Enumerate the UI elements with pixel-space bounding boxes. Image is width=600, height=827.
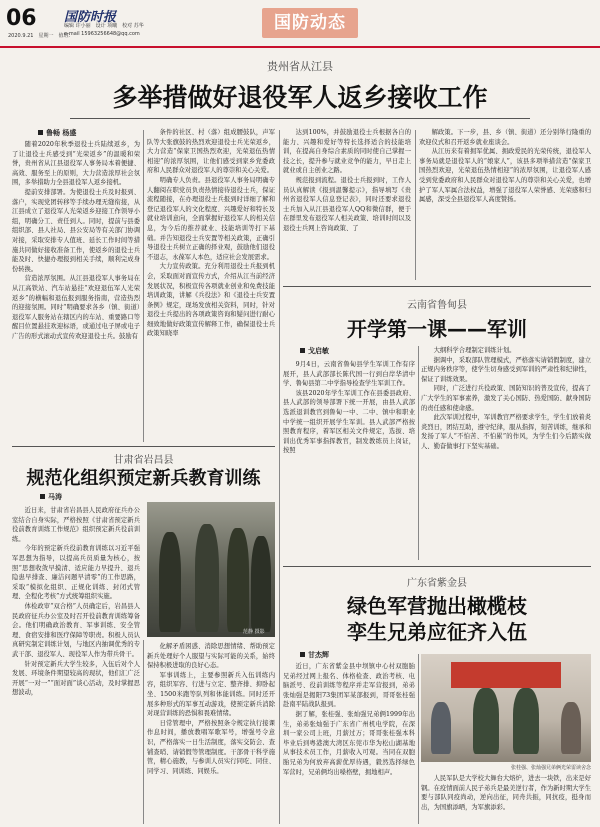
person-figure — [561, 702, 581, 754]
paragraph: 日常管理中，严格按照条令规定执行接课作息时间，播放教唱军歌军号，增强号令意识，严格落实一日生活制度，落实交防会、查铺查哨、请销假等管理制度。干部骨干科学施管，精心施教，与参训人员实行同吃、同住、同学习、同训练、同娱乐。 — [147, 719, 275, 775]
article1-byline-text: 鲁畅 杨盛 — [46, 129, 77, 137]
article2-kicker: 云南省鲁甸县 — [407, 300, 467, 311]
article2-col2 — [421, 346, 591, 560]
paragraph: 从江历来有着拥军优属、拥政爱民的光荣传统，退役军人事务局就是退役军人的“娘家人”，该县多项举措营造“保家卫国热烈欢迎，光荣退伍热情相迎”的浓厚氛围，让退役军人感受到党委政府和人民群众对退役军人的尊崇和关心关爱，也增护了军人军属合法权益，增强了退役军人荣誉感、光荣感和归属感，深受全县退役军人高度赞扬。 — [419, 148, 591, 204]
article1-title-rule — [70, 118, 530, 119]
article3-photo — [147, 502, 275, 637]
paragraph: 明确专人负责。县退役军人事务局明确专人翻阅在职党员负责热情接待退役士兵，保证流程随接，在办理退役士兵报到时详细了解和登记退役军人的文化程度、兴趣爱好和特长及就业培训意向，全面掌握好退役军人的相关信息，为今后的推荐就业、技能培训等打下基础。并告知退役士兵安置等相关政策，正确引导退役士兵树立正确的择业观，鼓励他们退役不退志，永葆军人本色，适应社会发展需求。 — [147, 176, 275, 261]
paragraph: 该县2020年学生军训工作在县委县政府、县人武部的领导部署下统一开展，由县人武部选派退训教官到鲁甸一中、二中、镇中和职业中学统一组织开展学生军训。县人武部严格按照教育程序，着军区相关文件规定，选拔、培训出优秀军事指挥教官，制发教练员上岗证，按照 — [283, 389, 415, 455]
paragraph: 达到100%，并鼓励退役士兵根据各自的能力、兴趣和爱好等特长选择适合的技能培训，在提高自身综合素质的同时使自己掌握一技之长，提升参与就业竞争的能力，早日走上就业或自主创业之路。 — [283, 129, 411, 175]
article4-title-line2: 孪生兄弟应征齐入伍 — [347, 620, 527, 644]
paragraph: 据了解，张桂强、张灿强兄弟俩1999年出生，弟弟张灿强于广东省广州机电学院，在深圳一家公司上班，月薪过万；哥哥张桂强本科毕业后到粤港澳大湾区东莞市华为松山湖基地从事技术员工作，月薪收入可观。当同在双胞胎兄弟为何放弃高薪优厚待遇，毅然选择绿色军营时，兄弟俩均出嗓格壁，拥地相声。 — [283, 710, 415, 776]
soldier-figure — [513, 688, 539, 754]
paragraph: 军事训练上，主要参照新兵入伍训练内容，组织军容、行进与立定、整齐排、抑卧起坐、1500米跑等队列和体能训练。同时还开展多种形式的军事互动游戏，使预定新兵消除对现营训练的恐惧和畏难情绪。 — [147, 671, 275, 718]
soldier-figure — [159, 532, 181, 632]
article3-col1 — [12, 506, 140, 824]
paragraph: 近日来，甘肃省岩昌县人民政府征兵办公室结合自身实际，严格按照《甘肃省预定新兵役前教育训练工作规范》组织预定新兵役前训练。 — [12, 507, 140, 543]
paragraph: 9月4日，云南省鲁甸县学生军训工作有序展开，县人武部部长陈代国一行到白岸华清中学、鲁甸县第二中学指导检查学生军训工作。 — [283, 361, 415, 388]
paragraph: 营造浓厚氛围。从江县退役军人事务局在从江高铁站、汽车站悬挂“欢迎退伍军人光荣返乡”的横幅和退伍报到服务指南，营造热烈的迎接氛围。同时“明确要求各乡（镇、街道）退役军人服务站在辖区内的车站、重要路口等醒目位置悬挂欢迎标语，或通过电子屏或电子广告的形式滚动式宣传欢迎退役士兵。鼓励有 — [12, 275, 140, 340]
article3-photo-caption: 范静 摄影 — [243, 629, 265, 635]
soldier-figure — [473, 688, 499, 754]
article4-photo — [421, 654, 591, 762]
issue-date: 2020.9.21 星期一 值班： — [8, 33, 74, 39]
column-divider — [279, 130, 280, 824]
paragraph: 大力宣传政策。充分利用退役士兵报到机会，采取面对面宣传方式，介绍从江当前经济发展状况，积极宣传各项就业创业和免费技能培训政策，讲解《兵役法》和《退役士兵安置条例》规定，现场发放相关资料，同时，针对退役士兵提出的各项政策咨询和疑问进行耐心细致地做好政策宣传解释工作，确保退役士兵政策知晓率 — [147, 263, 275, 338]
article2-byline — [300, 346, 329, 356]
paragraph: 规范报到流程。退役士兵报到时，工作人员认真解读《报到温馨提示》，指导填写《贵州省退役军人信息登记表》，同时还要求退役士兵加入从江县退役军人QQ和微信群，便于在群里发布退役军人相关政策、培训时间以及退役士兵网上咨询政策、了 — [283, 176, 411, 232]
paragraph: 条件的社区、村（落）组成腰鼓队，声军队等大张旗鼓的热烈欢迎退役士兵光荣返乡，大力营造“保家卫国热烈欢迎，光荣退伍热情相迎”的浓厚氛围，让他们感受到家乡党委政府和人民群众对退役军人的尊崇和关心关爱。 — [147, 129, 275, 175]
article3-col2 — [147, 642, 275, 824]
soldier-figure — [251, 536, 271, 632]
article1-col3 — [283, 128, 411, 278]
article2-col1 — [283, 360, 415, 560]
article1-kicker: 贵州省从江县 — [267, 60, 333, 73]
article1-col1 — [12, 140, 140, 445]
article2-title: 开学第一课——军训 — [347, 317, 527, 341]
byline-marker — [300, 348, 305, 353]
article4-top-rule — [283, 566, 591, 567]
article2-top-rule — [283, 286, 591, 287]
byline-marker — [38, 130, 43, 135]
article1-col2 — [147, 128, 275, 438]
article3-kicker: 甘肃省岩昌县 — [113, 455, 174, 466]
article3-byline — [40, 492, 62, 502]
article3-top-rule — [12, 446, 275, 447]
page-number: 06 — [6, 6, 37, 31]
paragraph: 针对预定新兵大学生较多，入伍后对个人发展、环境条件期望较高的现状，他们汇广泛开展“一对一”“面对面”谈心活动，及时掌握思想波动， — [12, 660, 140, 697]
article4-byline-text: 甘杰辉 — [308, 651, 329, 659]
paragraph: 体检政审“双合格”人员确定后，岩昌县人民政府征兵办公室及时召开役前教育训练筹备会。他们明确政治教育、军事训练、安全管理、食宿安排和医疗保障等职责。积极人员认真研究制定训练计划，与地区内抽调优秀的专武干部、退役军人、现役军人作为带兵骨干。 — [12, 602, 140, 658]
article3-title: 规范化组织预定新兵教育训练 — [26, 468, 261, 489]
byline-marker — [40, 494, 45, 499]
paragraph: 近日，广东省紫金县中坝镇中心村双胞胎兄弟经过网上报名、体格检查、政治考核、电脑派号、役前训练等程序并走军营报到，弟弟张灿强是揭阳73集团军某部报到，哥哥张桂强赴南平陆战队报到。 — [283, 663, 415, 709]
page-header — [0, 0, 600, 48]
section-title: 国防动态 — [262, 8, 358, 38]
article4-title-line1: 绿色军营抛出橄榄枝 — [347, 594, 527, 618]
article4-kicker: 广东省紫金县 — [407, 578, 467, 589]
paragraph: 解政策。下一步，县、乡（镇、街道）还分别举行隆重的欢迎仪式和召开返乡就业座谈会。 — [419, 129, 591, 146]
paragraph: 提前安排部署。为使退役士兵及时报到、落户，实现党团转移等手续办理无缝衔接，从江县成立了退役军人光荣返乡迎接工作领导小组，明确分工、责任到人。同时，提前与县委组织部、县人社局、县公安局等有关部门协调对接，采取安排专人值班、延长工作时间等措施共同做好接收准备工作，使返乡的退役士兵能及时、快捷办理报到相关手续，顺利完成身份转换。 — [12, 188, 140, 273]
article4-photo-caption: 张桂强、张灿强兄弟俩光荣雷读舍念 — [510, 765, 591, 771]
banner-shape — [451, 662, 561, 688]
soldier-figure — [227, 528, 249, 632]
paragraph: 化解矛盾困惑、消除思想情绪、帮助预定新兵处理好个人服望与实际可能的关系，始终保持积极进取的良好心态。 — [147, 643, 275, 670]
email-line: e-mail 15963256648@qq.com — [64, 31, 140, 37]
newspaper-name: 国防时报 — [64, 10, 117, 25]
person-figure — [431, 702, 451, 754]
article3-byline-text: 马涛 — [48, 493, 62, 501]
byline-marker — [300, 652, 305, 657]
paragraph: 大纲科学合理制定训练计划。 — [433, 347, 516, 354]
editor-line: 编辑 许小丽 设计 项曦 校对 苏华 — [64, 23, 144, 29]
article4-col1 — [283, 662, 415, 824]
column-divider — [418, 346, 419, 560]
paragraph: 同时，广泛进行兵役政策、国防知识的普及宣传，提高了广大学生的军事素养，激发了关心国防、热爱国防、献身国防的责任感和使命感。 — [421, 385, 591, 412]
paragraph: 据调中，采取部队管理模式，严格落实请销假制度，建立正规内务秩序等，使学生切身感受到军训的严肃性和纪律性，保证了训练效果。 — [421, 356, 591, 383]
paragraph: 随着2020年秋季退役士兵陆续返乡，为了让退役士兵感受到“光荣返乡”的温暖和荣誉，贵州省从江县退役军人事务局本着便捷、高效、服务至上的原则，大力营造浓厚社会氛围，多举措助力全县退役军人返乡接机。 — [12, 141, 140, 187]
article1-byline — [38, 128, 76, 138]
article2-byline-text: 戈启敏 — [308, 347, 329, 355]
article4-byline — [300, 650, 329, 660]
column-divider — [415, 130, 416, 280]
paragraph: 此次军训过程中，军训教官严格要求学生，学生们放着炎炎烈日，团结互助，遵守纪律，服从指挥，刻苦训练，继承和发扬了军人“不怕苦、不怕累”的作风，为学生们今后踏实做人、勤奋做事打下坚实基础。 — [421, 414, 591, 450]
soldier-figure — [195, 524, 219, 632]
column-divider — [418, 654, 419, 824]
paragraph: 人民军队是大学校大舞台大熔炉，进去一块铁，出来是好钢。在疫情面前人民子弟兵是最美逆行者，作为新时期大学生要与部队同疫尚动，逆向出征，同舟共振，同抗疫，挺身而出，为国旗添晒，为军旗添彩。 — [421, 775, 591, 811]
column-divider — [143, 640, 144, 824]
article1-title: 多举措做好退役军人返乡接收工作 — [112, 83, 488, 112]
paragraph: 今年的预定新兵役前教育训练以习近平强军思想为指导，以提高兵员质量为核心，按照“思想收敛早摸清、适应能力早提升、退兵隐患早排查、廉洁问题早清零”的工作思路，采取“模拟化组织、正规化训练、封闭式管理、全程化考核”方式统筹组织实施。 — [12, 545, 140, 601]
article4-col2 — [421, 774, 591, 826]
editor-info — [64, 22, 144, 38]
column-divider — [143, 130, 144, 442]
article1-col4 — [419, 128, 591, 278]
